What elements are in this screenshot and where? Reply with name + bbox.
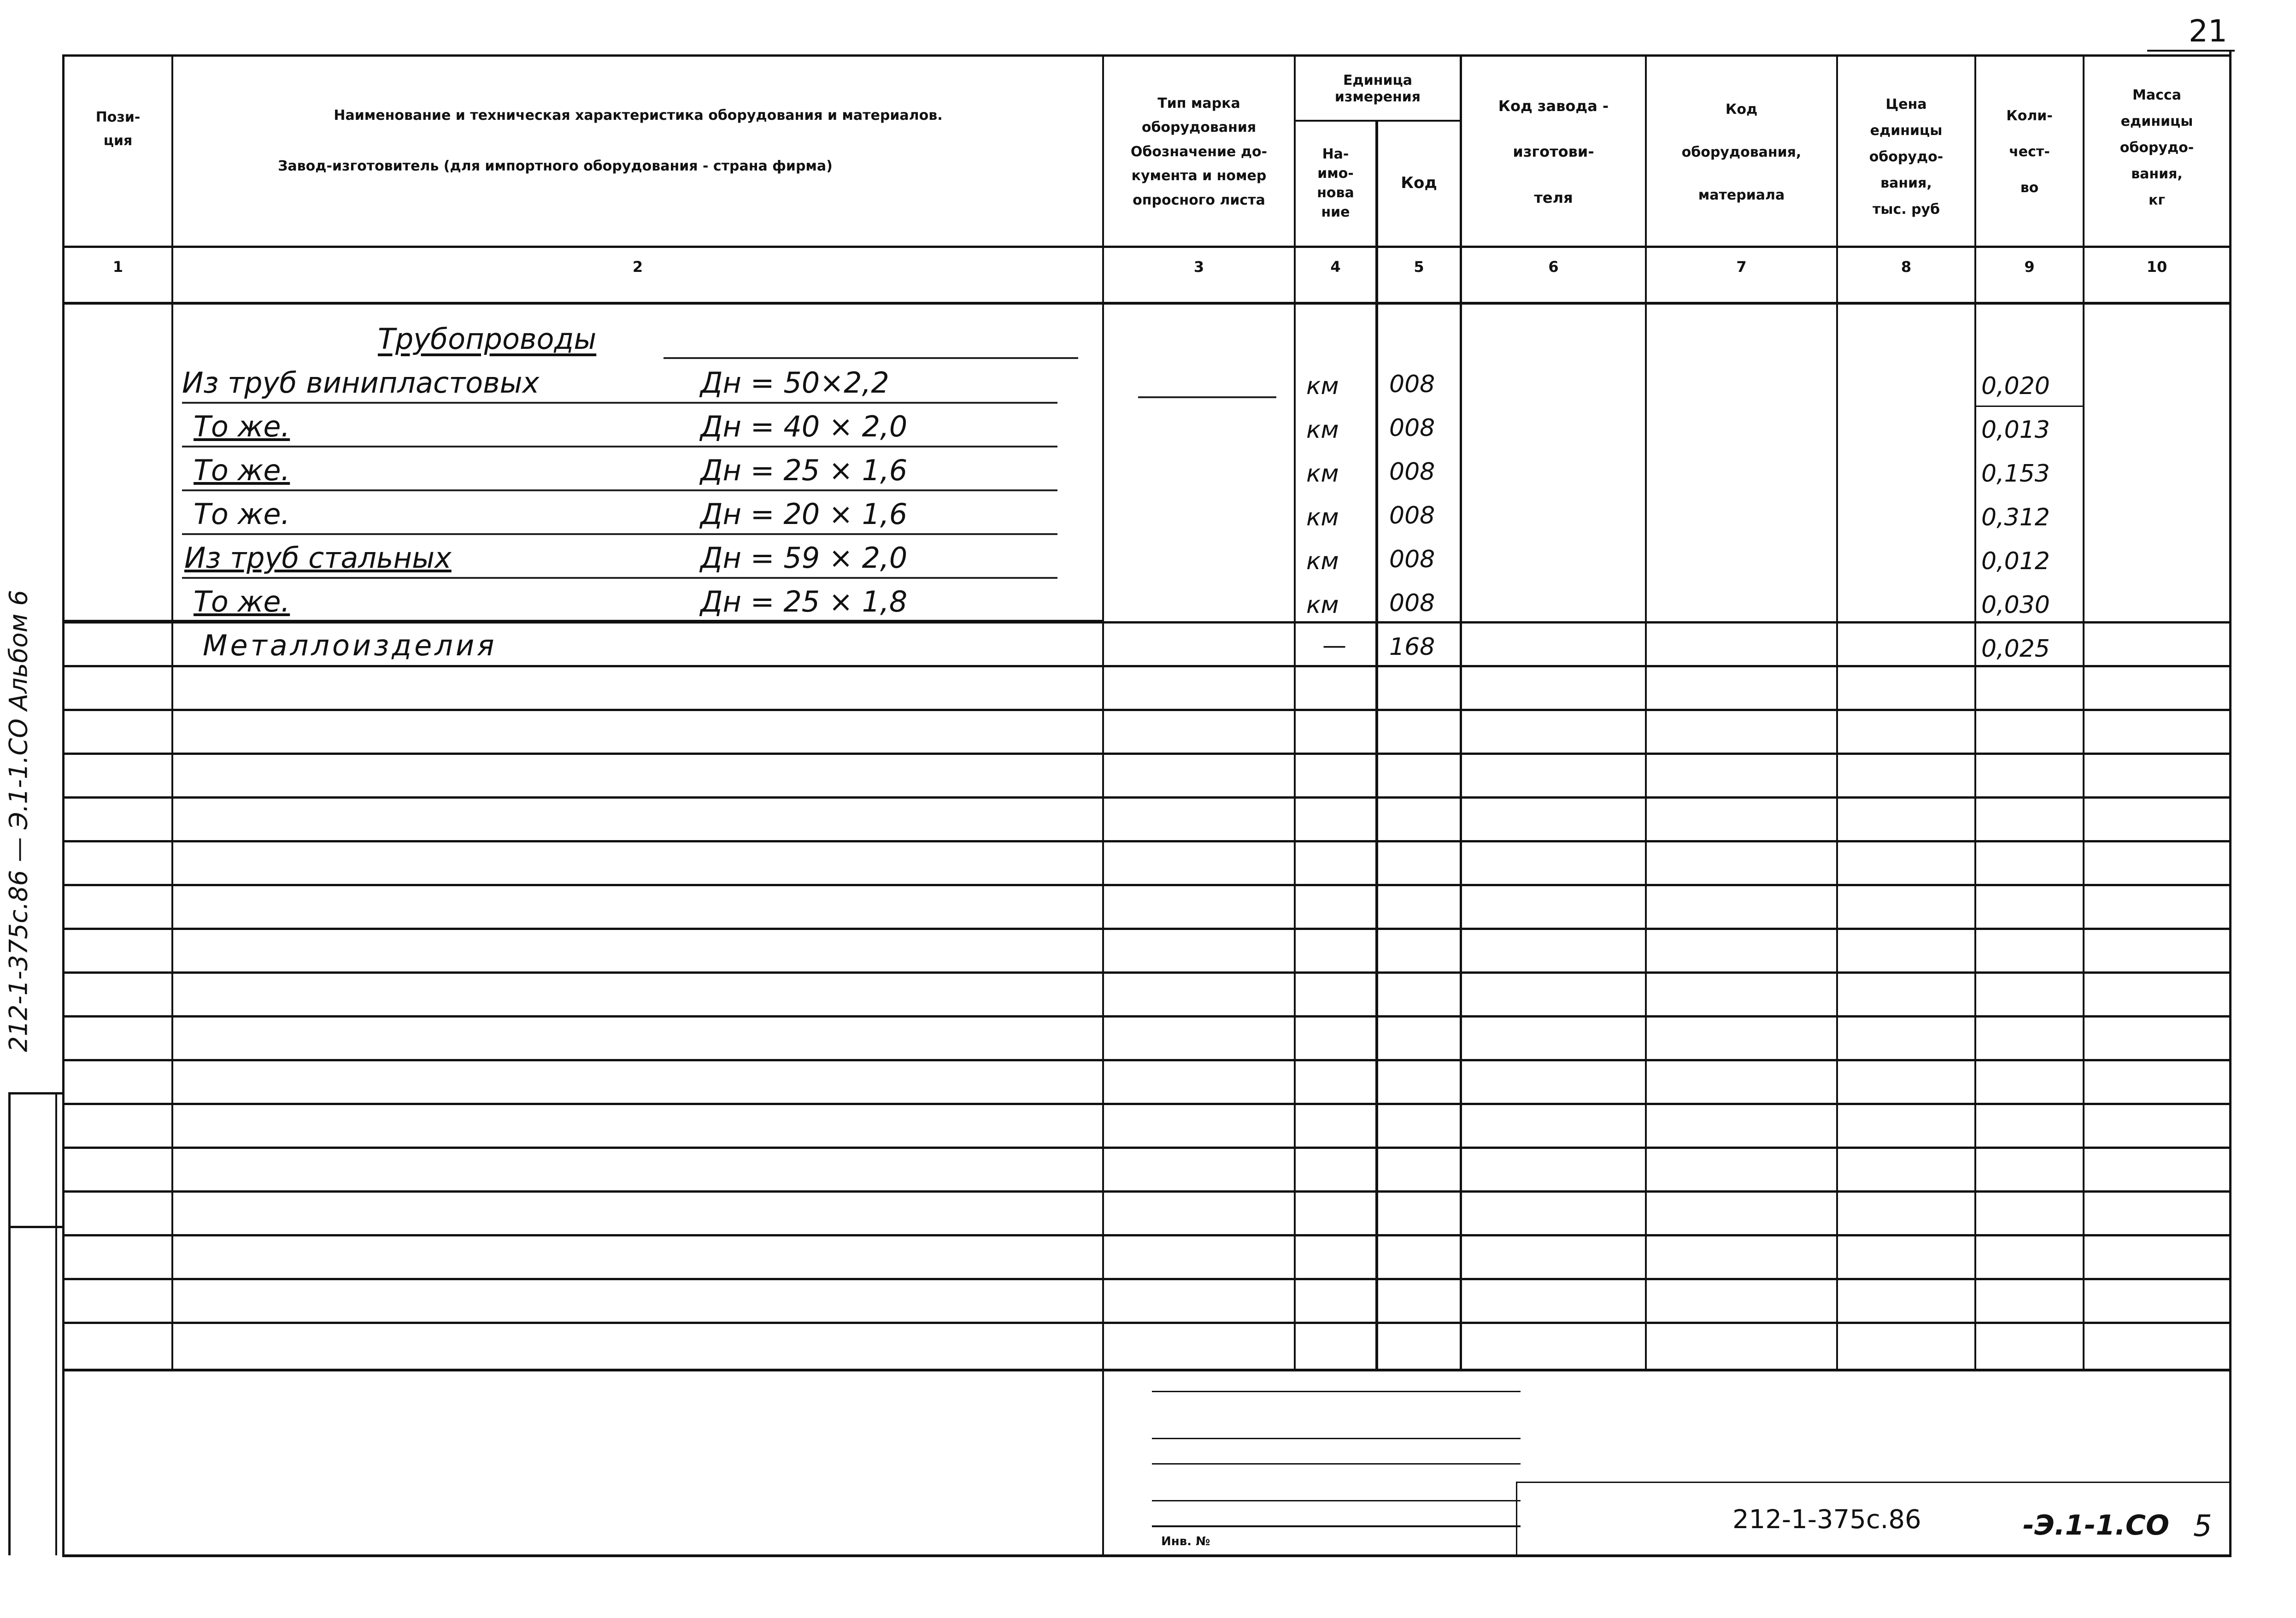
row-5-qty: 0,012 — [1981, 547, 2050, 575]
body-line — [62, 1147, 2231, 1149]
row-5-unit: км — [1306, 547, 1339, 575]
colnum-5: 5 — [1414, 258, 1424, 276]
header-factory-code: Код завода - изготови- теля — [1498, 97, 1609, 206]
stamp-doc-code: 212-1-375с.86 — [1732, 1505, 1921, 1535]
row-1-dim: Дн = 50×2,2 — [700, 366, 889, 400]
header-equipment-code: Код оборудования, материала — [1681, 101, 1802, 203]
table-bottom-line — [62, 1369, 2231, 1371]
body-line — [62, 971, 2231, 974]
row-1-name: Из труб винипластовых — [182, 366, 540, 400]
row-5-dim: Дн = 59 × 2,0 — [700, 541, 908, 575]
row-4-unit: км — [1306, 504, 1339, 531]
col-line-4 — [1375, 121, 1378, 1371]
row-4-dash — [182, 533, 1057, 535]
body-line — [62, 928, 2231, 930]
row-1-type-dash — [1138, 396, 1276, 398]
row-5-code: 008 — [1389, 546, 1435, 573]
body-line — [62, 1234, 2231, 1236]
row-7-name: Металлоизделия — [203, 629, 497, 662]
row-3-unit: км — [1306, 460, 1339, 488]
col-line-9 — [2083, 55, 2085, 1371]
colnum-4: 4 — [1330, 258, 1341, 276]
header-bottom-line — [62, 246, 2231, 248]
row-3-dash — [182, 489, 1057, 491]
row-4-dim: Дн = 20 × 1,6 — [700, 497, 908, 531]
colnum-bottom-line — [62, 302, 2231, 305]
body-line — [62, 1103, 2231, 1105]
left-margin-box-split1 — [8, 1092, 63, 1094]
section-title-dash — [664, 357, 1078, 359]
body-line — [62, 621, 2231, 624]
stamp-right-line — [1516, 1482, 2229, 1483]
col-line-5 — [1460, 55, 1462, 1371]
body-line — [62, 884, 2231, 886]
body-line — [62, 709, 2231, 711]
colnum-9: 9 — [2024, 258, 2035, 276]
side-stamp-text: 212-1-375с.86 — Э.1-1.СО Альбом 6 — [4, 590, 33, 1052]
page-top-line — [2147, 50, 2235, 52]
colnum-10: 10 — [2146, 258, 2167, 276]
row-6-qty: 0,030 — [1981, 591, 2050, 619]
frame-top — [62, 54, 2231, 57]
header-position: Пози- ция — [95, 109, 141, 149]
body-line — [62, 796, 2231, 799]
frame-right — [2229, 51, 2231, 1557]
header-type: Тип марка оборудования Обозначение до- кумента и номер опросного листа — [1130, 95, 1268, 208]
side-stamp — [5, 576, 37, 1083]
body-line — [62, 665, 2231, 667]
body-line — [62, 840, 2231, 842]
body-line — [1976, 406, 2083, 407]
row-4-name: То же. — [194, 497, 290, 531]
col-line-6 — [1645, 55, 1647, 1371]
left-margin-box-edge — [8, 1092, 11, 1555]
body-line-mid — [62, 620, 1104, 621]
body-line — [62, 1015, 2231, 1018]
body-line — [62, 1322, 2231, 1324]
stamp-line — [1152, 1438, 1521, 1439]
stamp-line — [1152, 1525, 1521, 1527]
row-3-dim: Дн = 25 × 1,6 — [700, 453, 908, 487]
left-margin-box-split2 — [8, 1226, 63, 1228]
row-2-code: 008 — [1389, 414, 1435, 442]
col-line-7 — [1836, 55, 1838, 1371]
row-7-qty: 0,025 — [1981, 635, 2050, 663]
row-4-code: 008 — [1389, 502, 1435, 530]
frame-bottom — [62, 1554, 2231, 1557]
page-number: 21 — [2189, 13, 2227, 49]
header-mass: Масса единицы оборудо- вания, кг — [2120, 87, 2194, 208]
col-line-3 — [1294, 55, 1296, 1371]
stamp-series: -Э.1-1.СО — [2023, 1509, 2169, 1542]
colnum-1: 1 — [112, 258, 123, 276]
row-3-qty: 0,153 — [1981, 460, 2050, 488]
header-price: Цена единицы оборудо- вания, тыс. руб — [1869, 96, 1944, 218]
stamp-sheet: 5 — [2193, 1509, 2212, 1543]
header-name-line1: Наименование и техническая характеристика оборудования и материалов. — [334, 107, 943, 124]
header-name-line2: Завод-изготовитель (для импортного оборудования - страна фирма) — [278, 158, 833, 174]
stamp-divider — [1516, 1482, 1517, 1555]
row-2-dash — [182, 446, 1057, 447]
col-line-2 — [1102, 55, 1104, 1371]
colnum-3: 3 — [1193, 258, 1204, 276]
colnum-6: 6 — [1548, 258, 1559, 276]
row-7-unit: — — [1322, 632, 1346, 659]
header-unit-code: Код — [1401, 174, 1437, 193]
row-6-dim: Дн = 25 × 1,8 — [700, 585, 908, 618]
body-line — [62, 1190, 2231, 1193]
row-1-unit: км — [1306, 372, 1339, 400]
row-6-unit: км — [1306, 591, 1339, 619]
header-unit: Единица измерения — [1334, 72, 1421, 105]
stamp-left-line — [1102, 1371, 1104, 1555]
left-margin-box-line — [55, 1092, 57, 1555]
stamp-line — [1152, 1500, 1521, 1501]
row-5-dash — [182, 577, 1057, 579]
header-unit-name: На- имо- нова ние — [1317, 146, 1354, 220]
row-2-unit: км — [1306, 416, 1339, 444]
stamp-line — [1152, 1463, 1521, 1465]
row-2-name: То же. — [194, 410, 290, 443]
col-line-8 — [1974, 55, 1976, 1371]
row-3-code: 008 — [1389, 458, 1435, 486]
frame-left — [62, 55, 65, 1555]
row-2-qty: 0,013 — [1981, 416, 2050, 444]
row-2-dim: Дн = 40 × 2,0 — [700, 410, 908, 443]
stamp-inv-label: Инв. № — [1161, 1535, 1210, 1548]
colnum-7: 7 — [1736, 258, 1747, 276]
col-line-1 — [171, 55, 173, 1371]
header-quantity: Коли- чест- во — [2006, 108, 2053, 196]
colnum-8: 8 — [1901, 258, 1912, 276]
row-1-dash — [182, 402, 1057, 404]
row-1-qty: 0,020 — [1981, 372, 2050, 400]
colnum-2: 2 — [632, 258, 643, 276]
row-4-qty: 0,312 — [1981, 504, 2050, 531]
stamp-line — [1152, 1391, 1521, 1392]
row-3-name: То же. — [194, 453, 290, 487]
body-line — [62, 1059, 2231, 1061]
row-1-code: 008 — [1389, 371, 1435, 398]
section-title: Трубопроводы — [378, 322, 597, 356]
row-5-name: Из труб стальных — [184, 541, 452, 575]
row-6-code: 008 — [1389, 589, 1435, 617]
row-6-name: То же. — [194, 585, 290, 618]
row-7-code: 168 — [1389, 633, 1435, 661]
body-line — [62, 1278, 2231, 1280]
body-line — [62, 753, 2231, 755]
